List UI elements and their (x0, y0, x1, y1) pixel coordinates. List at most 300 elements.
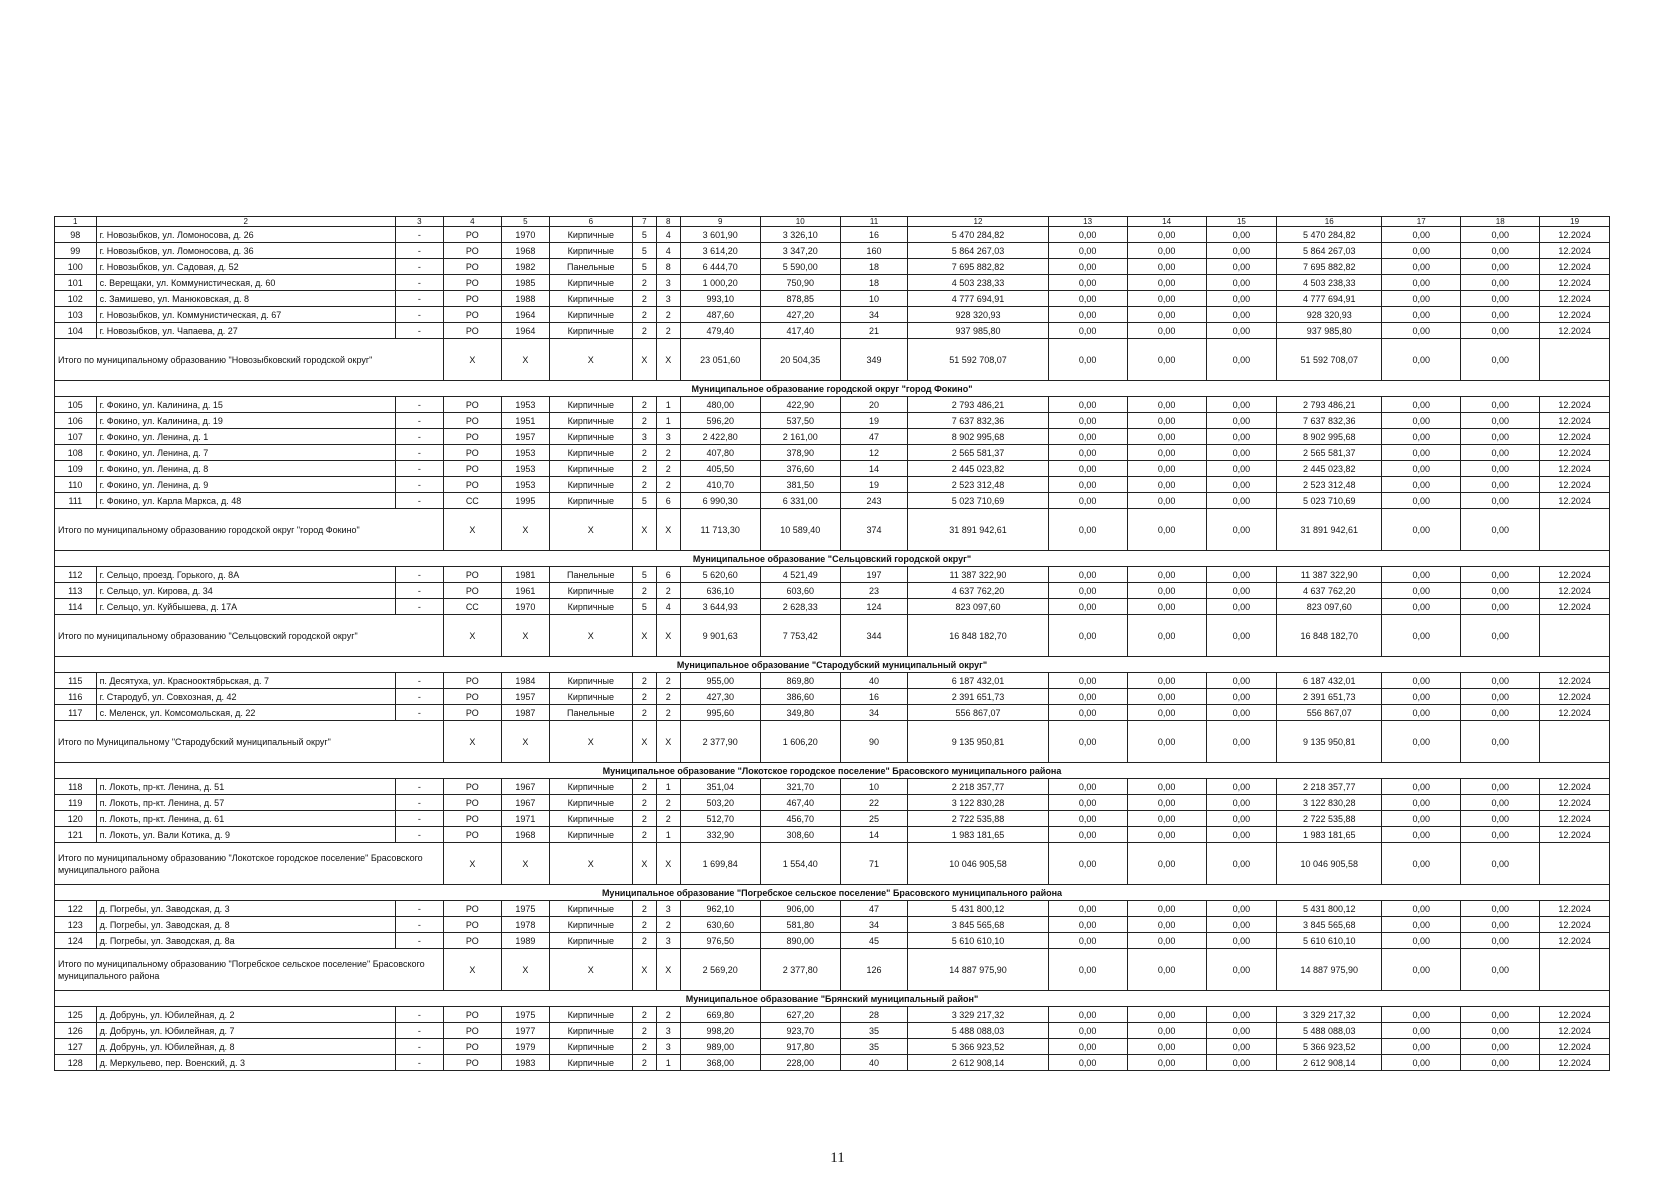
table-cell: 906,00 (760, 901, 840, 917)
table-cell: 3 601,90 (680, 227, 760, 243)
table-cell: 0,00 (1127, 1007, 1206, 1023)
table-row (55, 705, 1610, 721)
table-cell: 1995 (501, 493, 549, 509)
table-cell: 12.2024 (1540, 933, 1610, 949)
table-cell: 18 (840, 259, 908, 275)
table-cell: - (395, 1055, 443, 1071)
table-cell: 0,00 (1382, 291, 1461, 307)
table-cell: - (395, 827, 443, 843)
table-cell: - (395, 917, 443, 933)
address-cell: г. Сельцо, ул. Куйбышева, д. 17А (96, 599, 395, 615)
table-cell: 0,00 (1048, 477, 1127, 493)
subtotal-cell: Х (443, 721, 501, 763)
table-cell: 12.2024 (1540, 1023, 1610, 1039)
table-cell: Кирпичные (549, 291, 632, 307)
table-cell: 636,10 (680, 583, 760, 599)
table-cell: 35 (840, 1023, 908, 1039)
table-cell: Панельные (549, 705, 632, 721)
table-cell: 1971 (501, 811, 549, 827)
table-cell: 0,00 (1206, 1007, 1277, 1023)
table-cell: 0,00 (1206, 307, 1277, 323)
subtotal-row (55, 721, 1610, 763)
table-cell: 1 (656, 1055, 680, 1071)
table-cell: 0,00 (1127, 307, 1206, 323)
table-cell: 0,00 (1461, 1055, 1540, 1071)
table-cell: 3 (656, 275, 680, 291)
table-cell: 1988 (501, 291, 549, 307)
table-cell: 2 (656, 673, 680, 689)
table-cell: 556 867,07 (908, 705, 1048, 721)
table-cell: 5 470 284,82 (1277, 227, 1382, 243)
column-number: 19 (1540, 217, 1610, 227)
table-cell: 12.2024 (1540, 445, 1610, 461)
table-cell: 2 (632, 445, 656, 461)
table-cell: 0,00 (1127, 567, 1206, 583)
table-cell: Кирпичные (549, 811, 632, 827)
subtotal-cell: Х (501, 949, 549, 991)
table-row (55, 445, 1610, 461)
table-cell: 2 (656, 461, 680, 477)
table-cell: - (395, 811, 443, 827)
table-cell: 0,00 (1127, 291, 1206, 307)
table-row (55, 567, 1610, 583)
table-cell: 0,00 (1461, 599, 1540, 615)
row-number-cell: 112 (55, 567, 97, 583)
subtotal-cell: Х (632, 843, 656, 885)
table-cell: 1968 (501, 243, 549, 259)
table-cell: 3 (632, 429, 656, 445)
table-cell: 937 985,80 (908, 323, 1048, 339)
subtotal-cell: 0,00 (1048, 509, 1127, 551)
table-cell: 0,00 (1461, 1023, 1540, 1039)
section-header-row (55, 991, 1610, 1007)
table-cell: 5 431 800,12 (908, 901, 1048, 917)
table-cell: 750,90 (760, 275, 840, 291)
table-cell: 25 (840, 811, 908, 827)
table-cell: 12.2024 (1540, 259, 1610, 275)
table-cell: РО (443, 901, 501, 917)
table-cell: 5 864 267,03 (1277, 243, 1382, 259)
table-cell: 8 902 995,68 (1277, 429, 1382, 445)
table-cell: 34 (840, 917, 908, 933)
table-cell: 12.2024 (1540, 413, 1610, 429)
table-cell: 0,00 (1127, 779, 1206, 795)
subtotal-cell: 10 046 905,58 (1277, 843, 1382, 885)
table-cell: 0,00 (1048, 779, 1127, 795)
table-row (55, 413, 1610, 429)
row-number-cell: 106 (55, 413, 97, 429)
table-cell: 5 431 800,12 (1277, 901, 1382, 917)
subtotal-cell: Х (632, 339, 656, 381)
table-cell: 21 (840, 323, 908, 339)
table-cell: РО (443, 689, 501, 705)
table-cell: 4 637 762,20 (1277, 583, 1382, 599)
table-cell: 2 (632, 705, 656, 721)
subtotal-cell: Х (443, 949, 501, 991)
row-number-cell: 110 (55, 477, 97, 493)
table-cell: 0,00 (1382, 795, 1461, 811)
row-number-cell: 125 (55, 1007, 97, 1023)
address-cell: п. Локоть, пр-кт. Ленина, д. 61 (96, 811, 395, 827)
address-cell: г. Фокино, ул. Ленина, д. 9 (96, 477, 395, 493)
table-cell: РО (443, 307, 501, 323)
row-number-cell: 122 (55, 901, 97, 917)
table-cell: 2 (632, 901, 656, 917)
table-cell: 0,00 (1048, 583, 1127, 599)
table-cell: 4 (656, 599, 680, 615)
address-cell: г. Фокино, ул. Ленина, д. 7 (96, 445, 395, 461)
address-cell: г. Новозыбков, ул. Садовая, д. 52 (96, 259, 395, 275)
table-cell: 2 (656, 1007, 680, 1023)
subtotal-cell: 51 592 708,07 (908, 339, 1048, 381)
subtotal-row (55, 949, 1610, 991)
subtotal-cell: 0,00 (1127, 843, 1206, 885)
table-cell: 1953 (501, 445, 549, 461)
table-cell: 3 (656, 1023, 680, 1039)
row-number-cell: 111 (55, 493, 97, 509)
subtotal-row (55, 509, 1610, 551)
municipality-title: Муниципальное образование "Локотское городское поселение" Брасовского муниципального района (55, 763, 1610, 779)
row-number-cell: 113 (55, 583, 97, 599)
subtotal-cell: 20 504,35 (760, 339, 840, 381)
table-cell: 12.2024 (1540, 779, 1610, 795)
table-cell: 0,00 (1048, 933, 1127, 949)
subtotal-cell: 51 592 708,07 (1277, 339, 1382, 381)
subtotal-cell: 16 848 182,70 (908, 615, 1048, 657)
address-cell: д. Добрунь, ул. Юбилейная, д. 8 (96, 1039, 395, 1055)
table-row (55, 307, 1610, 323)
subtotal-cell: 23 051,60 (680, 339, 760, 381)
table-cell: 0,00 (1382, 429, 1461, 445)
table-cell: 12.2024 (1540, 307, 1610, 323)
subtotal-cell: 0,00 (1461, 721, 1540, 763)
row-number-cell: 100 (55, 259, 97, 275)
table-cell: 8 902 995,68 (908, 429, 1048, 445)
subtotal-cell: 0,00 (1127, 339, 1206, 381)
address-cell: д. Погребы, ул. Заводская, д. 8 (96, 917, 395, 933)
table-cell: - (395, 429, 443, 445)
table-cell: Кирпичные (549, 397, 632, 413)
table-cell: 12.2024 (1540, 705, 1610, 721)
table-cell: 0,00 (1127, 917, 1206, 933)
table-cell: 0,00 (1048, 901, 1127, 917)
table-cell: 0,00 (1461, 567, 1540, 583)
subtotal-cell: 0,00 (1382, 843, 1461, 885)
table-cell: 0,00 (1382, 599, 1461, 615)
address-cell: г. Новозыбков, ул. Ломоносова, д. 36 (96, 243, 395, 259)
subtotal-label: Итого по муниципальному образованию "Погребское сельское поселение" Брасовского муниципального района (55, 949, 444, 991)
column-number: 9 (680, 217, 760, 227)
table-cell: СС (443, 599, 501, 615)
table-cell: Кирпичные (549, 933, 632, 949)
subtotal-cell: 0,00 (1206, 843, 1277, 885)
subtotal-cell: 71 (840, 843, 908, 885)
table-row (55, 901, 1610, 917)
table-cell: 0,00 (1461, 227, 1540, 243)
address-cell: г. Стародуб, ул. Совхозная, д. 42 (96, 689, 395, 705)
row-number-cell: 119 (55, 795, 97, 811)
table-cell: Кирпичные (549, 445, 632, 461)
table-cell: 410,70 (680, 477, 760, 493)
table-cell: 14 (840, 827, 908, 843)
table-cell: 0,00 (1127, 673, 1206, 689)
table-row (55, 429, 1610, 445)
table-cell: - (395, 227, 443, 243)
table-cell: 2 (632, 461, 656, 477)
table-cell: 12 (840, 445, 908, 461)
table-row (55, 795, 1610, 811)
table-cell: 0,00 (1382, 567, 1461, 583)
table-cell: 19 (840, 477, 908, 493)
row-number-cell: 116 (55, 689, 97, 705)
table-cell: 381,50 (760, 477, 840, 493)
subtotal-cell: 0,00 (1382, 509, 1461, 551)
table-cell: 0,00 (1382, 307, 1461, 323)
row-number-cell: 104 (55, 323, 97, 339)
table-cell: 34 (840, 705, 908, 721)
table-cell: 3 122 830,28 (908, 795, 1048, 811)
subtotal-cell: 11 713,30 (680, 509, 760, 551)
subtotal-cell: 14 887 975,90 (908, 949, 1048, 991)
table-cell: 0,00 (1206, 243, 1277, 259)
table-cell: 4 (656, 227, 680, 243)
row-number-cell: 124 (55, 933, 97, 949)
column-number: 17 (1382, 217, 1461, 227)
table-cell: 581,80 (760, 917, 840, 933)
table-cell: 5 (632, 493, 656, 509)
table-cell: 993,10 (680, 291, 760, 307)
table-cell: 1970 (501, 599, 549, 615)
row-number-cell: 123 (55, 917, 97, 933)
table-cell: 160 (840, 243, 908, 259)
table-cell: Кирпичные (549, 477, 632, 493)
table-cell: 12.2024 (1540, 567, 1610, 583)
table-cell: Кирпичные (549, 461, 632, 477)
table-cell: Кирпичные (549, 227, 632, 243)
address-cell: г. Фокино, ул. Ленина, д. 8 (96, 461, 395, 477)
table-cell: 427,20 (760, 307, 840, 323)
table-cell: РО (443, 429, 501, 445)
table-cell: РО (443, 827, 501, 843)
table-cell: 0,00 (1382, 1055, 1461, 1071)
table-cell: 12.2024 (1540, 599, 1610, 615)
table-row (55, 227, 1610, 243)
table-cell: 2 (632, 583, 656, 599)
table-cell: 0,00 (1461, 827, 1540, 843)
table-cell: 2 (632, 397, 656, 413)
table-cell: 467,40 (760, 795, 840, 811)
table-cell: - (395, 779, 443, 795)
table-row (55, 933, 1610, 949)
table-cell: РО (443, 243, 501, 259)
subtotal-cell: 0,00 (1048, 721, 1127, 763)
table-cell: 0,00 (1048, 275, 1127, 291)
subtotal-cell: 10 046 905,58 (908, 843, 1048, 885)
subtotal-cell: Х (549, 509, 632, 551)
table-cell: - (395, 1039, 443, 1055)
table-cell: 332,90 (680, 827, 760, 843)
table-row (55, 811, 1610, 827)
table-cell: 2 (632, 1055, 656, 1071)
subtotal-cell: 344 (840, 615, 908, 657)
table-cell: 0,00 (1206, 689, 1277, 705)
table-cell: - (395, 397, 443, 413)
subtotal-row (55, 339, 1610, 381)
table-cell: 5 366 923,52 (908, 1039, 1048, 1055)
subtotal-label: Итого по муниципальному образованию "Локотское городское поселение" Брасовского муниципального района (55, 843, 444, 885)
table-cell: 0,00 (1048, 461, 1127, 477)
table-cell: 0,00 (1048, 1007, 1127, 1023)
table-cell: 878,85 (760, 291, 840, 307)
table-cell: 0,00 (1127, 429, 1206, 445)
table-cell: 228,00 (760, 1055, 840, 1071)
table-cell: 0,00 (1461, 583, 1540, 599)
table-cell: 2 (632, 795, 656, 811)
address-cell: с. Верещаки, ул. Коммунистическая, д. 60 (96, 275, 395, 291)
subtotal-cell: 2 377,80 (760, 949, 840, 991)
table-cell: 2 565 581,37 (908, 445, 1048, 461)
table-cell: Кирпичные (549, 827, 632, 843)
subtotal-cell: Х (501, 843, 549, 885)
table-cell: 2 391 651,73 (908, 689, 1048, 705)
table-cell: 0,00 (1461, 493, 1540, 509)
table-cell: 12.2024 (1540, 227, 1610, 243)
table-cell: 596,20 (680, 413, 760, 429)
table-cell: 12.2024 (1540, 397, 1610, 413)
table-cell: 1 983 181,65 (1277, 827, 1382, 843)
table-cell: 28 (840, 1007, 908, 1023)
housing-repair-table (54, 216, 1610, 1071)
subtotal-cell: 31 891 942,61 (1277, 509, 1382, 551)
table-cell: 8 (656, 259, 680, 275)
table-cell: 0,00 (1382, 1023, 1461, 1039)
table-cell: 0,00 (1461, 673, 1540, 689)
table-cell: 1970 (501, 227, 549, 243)
table-cell: 0,00 (1048, 323, 1127, 339)
table-cell: 6 (656, 493, 680, 509)
table-cell: 23 (840, 583, 908, 599)
table-cell: 1957 (501, 689, 549, 705)
table-cell: 0,00 (1206, 323, 1277, 339)
row-number-cell: 127 (55, 1039, 97, 1055)
table-cell: Кирпичные (549, 1055, 632, 1071)
table-cell: Кирпичные (549, 795, 632, 811)
table-cell: Кирпичные (549, 1039, 632, 1055)
subtotal-cell: Х (656, 509, 680, 551)
table-cell: 0,00 (1048, 243, 1127, 259)
table-cell: 556 867,07 (1277, 705, 1382, 721)
row-number-cell: 115 (55, 673, 97, 689)
table-cell: 12.2024 (1540, 795, 1610, 811)
subtotal-cell: 0,00 (1048, 339, 1127, 381)
row-number-cell: 102 (55, 291, 97, 307)
subtotal-cell: Х (549, 615, 632, 657)
table-cell: 3 (656, 901, 680, 917)
table-cell: 1961 (501, 583, 549, 599)
table-cell: 2 612 908,14 (1277, 1055, 1382, 1071)
column-number: 4 (443, 217, 501, 227)
table-cell: 2 (632, 1023, 656, 1039)
table-cell: 12.2024 (1540, 901, 1610, 917)
table-cell: РО (443, 567, 501, 583)
table-cell: 0,00 (1206, 445, 1277, 461)
address-cell: г. Фокино, ул. Калинина, д. 19 (96, 413, 395, 429)
table-cell: 2 391 651,73 (1277, 689, 1382, 705)
table-cell: 0,00 (1382, 243, 1461, 259)
table-cell: 5 610 610,10 (908, 933, 1048, 949)
table-cell: 923,70 (760, 1023, 840, 1039)
subtotal-cell (1540, 615, 1610, 657)
table-row (55, 1055, 1610, 1071)
table-cell: 2 (656, 795, 680, 811)
table-cell: 503,20 (680, 795, 760, 811)
table-cell: РО (443, 291, 501, 307)
table-cell: 2 793 486,21 (1277, 397, 1382, 413)
table-cell: 0,00 (1048, 673, 1127, 689)
table-cell: 349,80 (760, 705, 840, 721)
table-cell: РО (443, 1023, 501, 1039)
subtotal-cell: Х (501, 721, 549, 763)
row-number-cell: 118 (55, 779, 97, 795)
table-cell: 3 (656, 933, 680, 949)
table-cell: 3 122 830,28 (1277, 795, 1382, 811)
table-cell: - (395, 901, 443, 917)
table-cell: 368,00 (680, 1055, 760, 1071)
table-cell: 3 (656, 429, 680, 445)
table-cell: 0,00 (1127, 901, 1206, 917)
table-cell: - (395, 689, 443, 705)
subtotal-cell: 1 554,40 (760, 843, 840, 885)
row-number-cell: 128 (55, 1055, 97, 1071)
table-cell: 35 (840, 1039, 908, 1055)
municipality-title: Муниципальное образование "Стародубский муниципальный округ" (55, 657, 1610, 673)
table-cell: 12.2024 (1540, 275, 1610, 291)
table-cell: 47 (840, 429, 908, 445)
subtotal-cell: 0,00 (1382, 721, 1461, 763)
table-cell: 0,00 (1048, 493, 1127, 509)
table-cell: 12.2024 (1540, 1007, 1610, 1023)
table-row (55, 1039, 1610, 1055)
subtotal-cell: Х (443, 339, 501, 381)
table-cell: 0,00 (1461, 323, 1540, 339)
subtotal-cell: 9 135 950,81 (1277, 721, 1382, 763)
address-cell: г. Фокино, ул. Калинина, д. 15 (96, 397, 395, 413)
table-cell: 0,00 (1206, 1039, 1277, 1055)
address-cell: д. Погребы, ул. Заводская, д. 8а (96, 933, 395, 949)
table-cell: 0,00 (1382, 901, 1461, 917)
table-cell: 1964 (501, 323, 549, 339)
table-cell: 890,00 (760, 933, 840, 949)
table-cell: 124 (840, 599, 908, 615)
table-cell: 0,00 (1127, 1039, 1206, 1055)
table-cell: 0,00 (1048, 917, 1127, 933)
table-cell: 0,00 (1206, 461, 1277, 477)
table-cell: 627,20 (760, 1007, 840, 1023)
table-cell: - (395, 583, 443, 599)
table-cell: 4 (656, 243, 680, 259)
table-body (55, 217, 1610, 1071)
table-cell: 3 845 565,68 (908, 917, 1048, 933)
table-cell: 998,20 (680, 1023, 760, 1039)
table-cell: 10 (840, 779, 908, 795)
table-cell: 19 (840, 413, 908, 429)
subtotal-cell: 0,00 (1127, 949, 1206, 991)
address-cell: д. Погребы, ул. Заводская, д. 3 (96, 901, 395, 917)
table-cell: 422,90 (760, 397, 840, 413)
table-cell: 4 503 238,33 (1277, 275, 1382, 291)
table-cell: 7 695 882,82 (908, 259, 1048, 275)
table-cell: 1982 (501, 259, 549, 275)
